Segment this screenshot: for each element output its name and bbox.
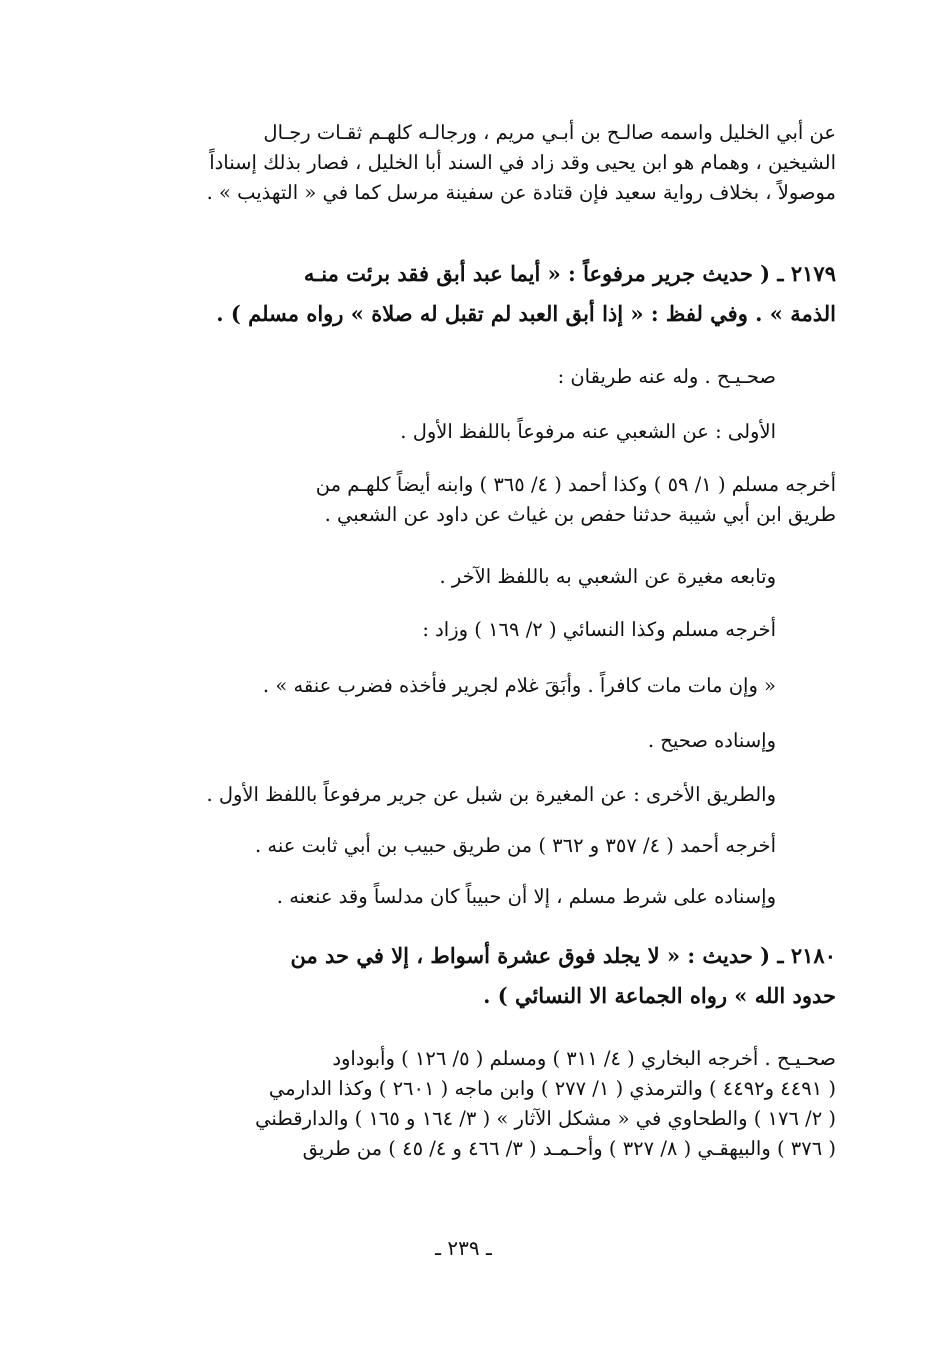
text-line: ( ٢/ ١٧٦ ) والطحاوي في « مشكل الآثار » ( ٣/ ١٦٤ و ١٦٥ ) والدارقطني: [255, 1107, 836, 1130]
hadith-2179: [160, 254, 836, 334]
paragraph-intro: [160, 118, 836, 208]
text-line: الشيخين ، وهمام هو ابن يحيى وقد زاد في السند أبا الخليل ، فصار بذلك إسناداً: [209, 151, 836, 174]
text-line: صحـيـح . وله عنه طريقان :: [557, 365, 776, 388]
paragraph-isnad-muslim: [160, 882, 836, 912]
page-number: ـ ٢٣٩ ـ: [435, 1236, 492, 1260]
text-line: حدود الله » رواه الجماعة الا النسائي ) .: [483, 983, 836, 1008]
text-line: أخرجه مسلم ( ١/ ٥٩ ) وكذا أحمد ( ٤/ ٣٦٥ ) وابنه أيضاً كلهـم من: [315, 473, 836, 496]
paragraph-second-route: [160, 780, 836, 810]
text-line: وإسناده على شرط مسلم ، إلا أن حبيباً كان مدلساً وقد عنعنه .: [276, 885, 776, 908]
text-line: والطريق الأخرى : عن المغيرة بن شبل عن جرير مرفوعاً باللفظ الأول .: [206, 783, 776, 806]
paragraph-mughira: [160, 562, 836, 592]
text-line: أخرجه أحمد ( ٤/ ٣٥٧ و ٣٦٢ ) من طريق حبيب بن أبي ثابت عنه .: [255, 834, 776, 857]
paragraph-takhrij-muslim: [160, 470, 836, 530]
text-line: ٢١٨٠ ـ ( حديث : « لا يجلد فوق عشرة أسواط ، إلا في حد من: [290, 943, 836, 968]
paragraph-sahih: [160, 362, 836, 392]
text-line: وإسناده صحيح .: [647, 729, 776, 752]
text-line: ( ٤٤٩١ و٤٤٩٢ ) والترمذي ( ١/ ٢٧٧ ) وابن ماجه ( ٢٦٠١ ) وكذا الدارمي: [268, 1077, 836, 1100]
paragraph-ahmad: [160, 831, 836, 861]
text-line: أخرجه مسلم وكذا النسائي ( ٢/ ١٦٩ ) وزاد :: [422, 618, 776, 641]
text-line: موصولاً ، بخلاف رواية سعيد فإن قتادة عن سفينة مرسل كما في « التهذيب » .: [206, 181, 836, 204]
text-line: الأولى : عن الشعبي عنه مرفوعاً باللفظ الأول .: [400, 420, 776, 443]
paragraph-quote: [160, 671, 836, 701]
text-line: ( ٣٧٦ ) والبيهقـي ( ٨/ ٣٢٧ ) وأحـمـد ( ٣/ ٤٦٦ و ٤/ ٤٥ ) من طريق: [302, 1137, 836, 1160]
hadith-2180: [160, 936, 836, 1016]
paragraph-takhrij-final: [160, 1044, 836, 1164]
paragraph-first-route: [160, 417, 836, 447]
paragraph-isnad-sahih: [160, 726, 836, 756]
text-line: عن أبي الخليل واسمه صالـح بن أبـي مريم ، ورجالـه كلهـم ثقـات رجـال: [263, 121, 836, 144]
text-line: طريق ابن أبي شيبة حدثنا حفص بن غياث عن داود عن الشعبي .: [324, 503, 836, 526]
text-line: صحـيـح . أخرجه البخاري ( ٤/ ٣١١ ) ومسلم ( ٥/ ١٢٦ ) وأبوداود: [332, 1047, 836, 1070]
paragraph-nasai: [160, 615, 836, 645]
text-line: وتابعه مغيرة عن الشعبي به باللفظ الآخر .: [439, 565, 776, 588]
text-line: « وإن مات مات كافراً . وأبَقَ غلام لجرير فأخذه فضرب عنقه » .: [262, 674, 776, 697]
text-line: ٢١٧٩ ـ ( حديث جرير مرفوعاً : « أيما عبد أبق فقد برئت منـه: [303, 261, 836, 286]
text-line: الذمة » . وفي لفظ : « إذا أبق العبد لم تقبل له صلاة » رواه مسلم ) .: [216, 301, 836, 326]
